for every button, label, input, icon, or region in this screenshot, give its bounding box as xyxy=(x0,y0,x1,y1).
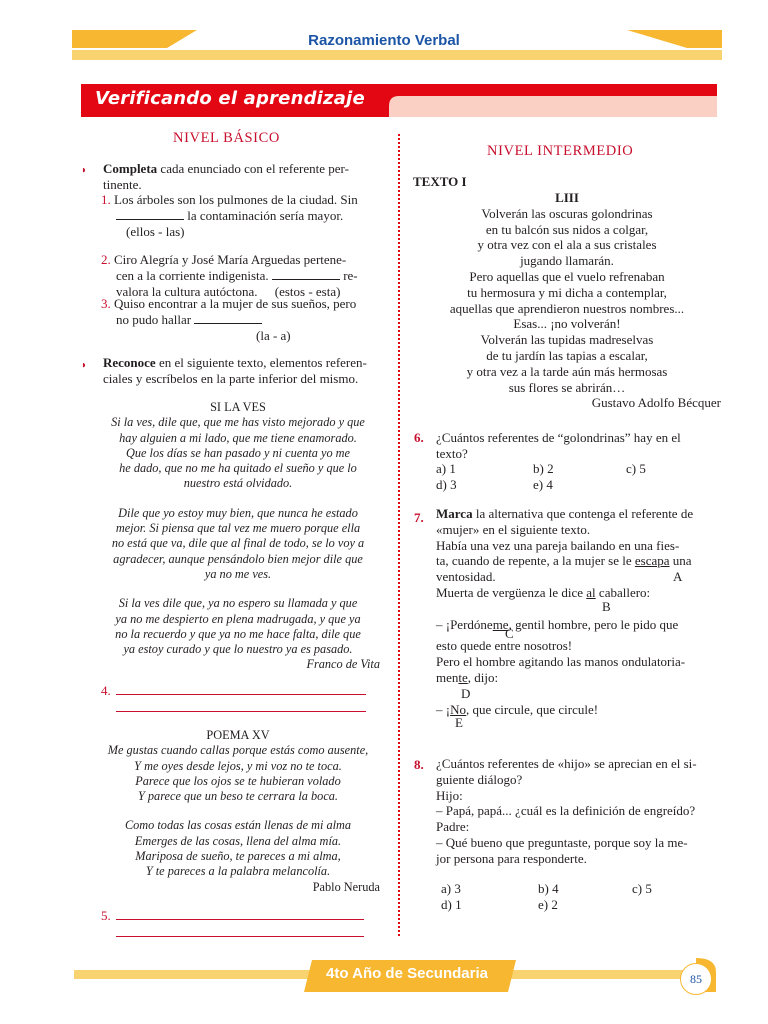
option-e[interactable]: e) 2 xyxy=(538,897,558,912)
poem-author: Franco de Vita xyxy=(306,657,380,672)
option-e[interactable]: No xyxy=(450,701,466,717)
option-b[interactable]: al xyxy=(586,584,596,600)
header-title: Razonamiento Verbal xyxy=(308,32,460,49)
question-5-number: 5. xyxy=(101,908,111,923)
poem-line: Y te pareces a la palabra melancolía. xyxy=(145,864,331,879)
page-number: 85 xyxy=(680,963,712,995)
poem-line: aquellas que aprendieron nuestros nombres... xyxy=(449,300,685,316)
instruction-text: ciales y escríbelos en la parte inferior del mismo. xyxy=(103,370,359,386)
poem-line: ya no me ves. xyxy=(204,566,272,581)
question-6-options xyxy=(436,461,722,493)
option-d[interactable]: d) 3 xyxy=(436,477,457,492)
question-text: no pudo hallar xyxy=(116,311,192,327)
poem-line: tu hermosura y mi dicha a contemplar, xyxy=(467,284,667,300)
poem-si-la-ves xyxy=(96,400,380,673)
answer-line[interactable] xyxy=(116,936,364,937)
question-number: 1. xyxy=(101,192,111,207)
poem-liii xyxy=(413,190,721,411)
dialogue-line: – Qué bueno que preguntaste, porque soy la me- xyxy=(436,834,688,850)
option-a[interactable]: a) 1 xyxy=(436,461,456,476)
question-7 xyxy=(436,506,722,733)
story-line: , gentil hombre, pero le pido que xyxy=(508,616,679,632)
story-line: Muerta de vergüenza le dice xyxy=(436,584,584,600)
question-text: guiente diálogo? xyxy=(436,771,523,787)
poem-line: agradecer, aunque pensándolo bien mejor dile que xyxy=(113,551,363,566)
poem-number: LIII xyxy=(555,190,579,205)
poem-line: Dile que yo estoy muy bien, que nunca he estado xyxy=(118,505,358,520)
poem-title: POEMA XV xyxy=(206,728,270,742)
option-c[interactable]: c) 5 xyxy=(632,881,652,896)
question-7-number: 7. xyxy=(414,510,424,525)
answer-blank[interactable] xyxy=(194,312,262,324)
mark-d: D xyxy=(461,685,471,701)
poem-line: Que los días se han pasado y ni cuenta yo me xyxy=(125,445,351,460)
question-text: cen a la corriente indigenista. xyxy=(116,267,269,283)
question-text: re- xyxy=(343,267,358,283)
dialogue-line: Hijo: xyxy=(436,787,463,803)
story-line: – ¡ xyxy=(436,701,451,717)
story-line: caballero: xyxy=(598,584,651,600)
story-line: esto quede entre nosotros! xyxy=(436,638,573,654)
instruction-keyword: Marca xyxy=(436,506,473,521)
question-4-number: 4. xyxy=(101,683,111,698)
poem-line: jugando llamarán. xyxy=(520,253,614,269)
question-text: valora la cultura autóctona. xyxy=(116,283,258,299)
poem-line: Me gustas cuando callas porque estás como ausente, xyxy=(107,743,369,758)
poem-author: Pablo Neruda xyxy=(312,879,380,894)
story-line: – ¡Perdóne xyxy=(436,616,493,632)
option-c[interactable]: me xyxy=(492,616,509,632)
poem-line: Parece que los ojos se te hubieran volado xyxy=(135,773,341,788)
answer-line[interactable] xyxy=(116,919,364,920)
mark-c: C xyxy=(505,626,514,642)
question-6 xyxy=(436,430,722,462)
question-8 xyxy=(436,756,722,867)
poem-line: Si la ves dile que, ya no espero su llamada y que xyxy=(118,596,358,611)
option-d[interactable]: te xyxy=(458,669,468,685)
instruction-keyword: Reconoce xyxy=(103,355,156,370)
poem-line: Y parece que un beso te cerrara la boca. xyxy=(137,789,338,804)
answer-line[interactable] xyxy=(116,694,366,695)
instruction-keyword: Completa xyxy=(103,161,158,176)
bullet-icon: ◗ xyxy=(81,360,88,371)
bullet-icon: ◗ xyxy=(81,165,88,176)
poem-line: Volverán las tupidas madreselvas xyxy=(480,332,654,348)
story-line: , dijo: xyxy=(467,669,499,685)
poem-line: no está que va, dile que al final de todo, se lo voy a xyxy=(111,536,365,551)
story-line: men xyxy=(436,669,459,685)
basic-level-heading: NIVEL BÁSICO xyxy=(173,130,280,146)
answer-blank[interactable] xyxy=(116,208,184,220)
answer-blank[interactable] xyxy=(272,268,340,280)
story-line: , que circule, que circule! xyxy=(465,701,599,717)
instruction-complete xyxy=(103,161,378,193)
poem-author: Gustavo Adolfo Bécquer xyxy=(591,395,721,411)
poem-line: hay alguien a mi lado, que me tiene enamorado. xyxy=(119,430,357,445)
poem-line: Y me oyes desde lejos, y mi voz no te toca. xyxy=(134,758,342,773)
poem-title: SI LA VES xyxy=(210,400,266,414)
dialogue-line: – Papá, papá... ¿cuál es la definición de engreído? xyxy=(436,803,696,819)
question-text: la contaminación sería mayor. xyxy=(187,207,344,223)
mark-a: A xyxy=(673,569,683,585)
poem-line: nuestro está olvidado. xyxy=(183,476,293,491)
story-line: Había una vez una pareja bailando en una fies- xyxy=(436,537,680,553)
texto-label: TEXTO I xyxy=(413,174,467,189)
question-8-number: 8. xyxy=(414,757,424,772)
question-text: texto? xyxy=(436,445,468,461)
question-number: 3. xyxy=(101,296,111,311)
poem-xv xyxy=(96,728,380,895)
dialogue-line: Padre: xyxy=(436,819,470,835)
question-options: (la - a) xyxy=(256,327,291,343)
poem-line: mejor. Si piensa que tal vez me muero porque ella xyxy=(115,521,361,536)
poem-line: ya estoy curado y que lo nuestro ya es pasado. xyxy=(123,642,353,657)
poem-line: Esas... ¡no volverán! xyxy=(513,316,621,332)
question-text: la alternativa que contenga el referente de xyxy=(475,506,694,521)
poem-line: Como todas las cosas están llenas de mi alma xyxy=(124,818,352,833)
poem-line: ya no me despierto en plena madrugada, y que ya xyxy=(115,611,361,626)
story-line: una xyxy=(672,553,692,569)
mark-e: E xyxy=(455,715,463,731)
option-a[interactable]: escapa xyxy=(634,553,670,569)
instruction-recognize xyxy=(103,355,388,387)
intermediate-level-heading: NIVEL INTERMEDIO xyxy=(487,143,634,159)
instruction-text: en el siguiente texto, elementos referen- xyxy=(158,355,367,370)
question-text: ¿Cuántos referentes de «hijo» se aprecian en el si- xyxy=(436,756,697,771)
mark-b: B xyxy=(602,598,611,614)
column-divider xyxy=(398,134,400,936)
question-3 xyxy=(101,296,386,343)
question-options: (estos - esta) xyxy=(274,283,341,299)
question-text: Quiso encontrar a la mujer de sus sueños, pero xyxy=(114,296,357,311)
poem-line: de tu jardín las tapias a escalar, xyxy=(486,347,648,363)
question-number: 2. xyxy=(101,252,111,267)
question-text: Ciro Alegría y José María Arguedas pertene- xyxy=(114,252,347,267)
poem-line: he dado, que no me ha quitado el sueño y que lo xyxy=(119,461,357,476)
option-b[interactable]: b) 4 xyxy=(538,881,559,896)
option-a[interactable]: a) 3 xyxy=(441,881,461,896)
question-options: (ellos - las) xyxy=(126,223,185,239)
question-text: «mujer» en el siguiente texto. xyxy=(436,521,591,537)
question-8-options xyxy=(441,881,721,913)
question-2 xyxy=(101,252,386,299)
story-line: ventosidad. xyxy=(436,569,496,585)
poem-line: Mariposa de sueño, te pareces a mi alma, xyxy=(135,849,341,864)
poem-line: Volverán las oscuras golondrinas xyxy=(481,205,653,221)
story-line: Pero el hombre agitando las manos ondulatoria- xyxy=(436,654,686,670)
story-line: ta, cuando de repente, a la mujer se le xyxy=(436,553,632,569)
section-title: Verificando el aprendizaje xyxy=(95,88,365,109)
instruction-text: tinente. xyxy=(103,176,142,192)
poem-line: en tu balcón sus nidos a colgar, xyxy=(485,221,649,237)
option-b[interactable]: b) 2 xyxy=(533,461,554,476)
poem-line: y otra vez a la tarde aún más hermosas xyxy=(466,363,668,379)
option-d[interactable]: d) 1 xyxy=(441,897,462,912)
poem-line: Emerges de las cosas, llena del alma mía. xyxy=(134,833,342,848)
instruction-text: cada enunciado con el referente per- xyxy=(160,161,349,176)
answer-line[interactable] xyxy=(116,711,366,712)
footer-grade-label: 4to Año de Secundaria xyxy=(326,965,488,982)
option-e[interactable]: e) 4 xyxy=(533,477,553,492)
question-text: ¿Cuántos referentes de “golondrinas” hay en el xyxy=(436,430,681,445)
poem-line: y otra vez con el ala a sus cristales xyxy=(477,237,657,253)
dialogue-line: jor persona para responderte. xyxy=(436,850,587,866)
poem-line: sus flores se abrirán… xyxy=(508,379,626,395)
question-text: Los árboles son los pulmones de la ciudad. Sin xyxy=(114,192,358,207)
poem-line: Si la ves, dile que, que me has visto mejorado y que xyxy=(111,415,365,430)
question-6-number: 6. xyxy=(414,430,424,445)
option-c[interactable]: c) 5 xyxy=(626,461,646,476)
poem-line: Pero aquellas que el vuelo refrenaban xyxy=(469,268,665,284)
question-1 xyxy=(101,192,386,239)
poem-line: no la recuerdo y que ya no me hace falta, dile que xyxy=(115,626,361,641)
